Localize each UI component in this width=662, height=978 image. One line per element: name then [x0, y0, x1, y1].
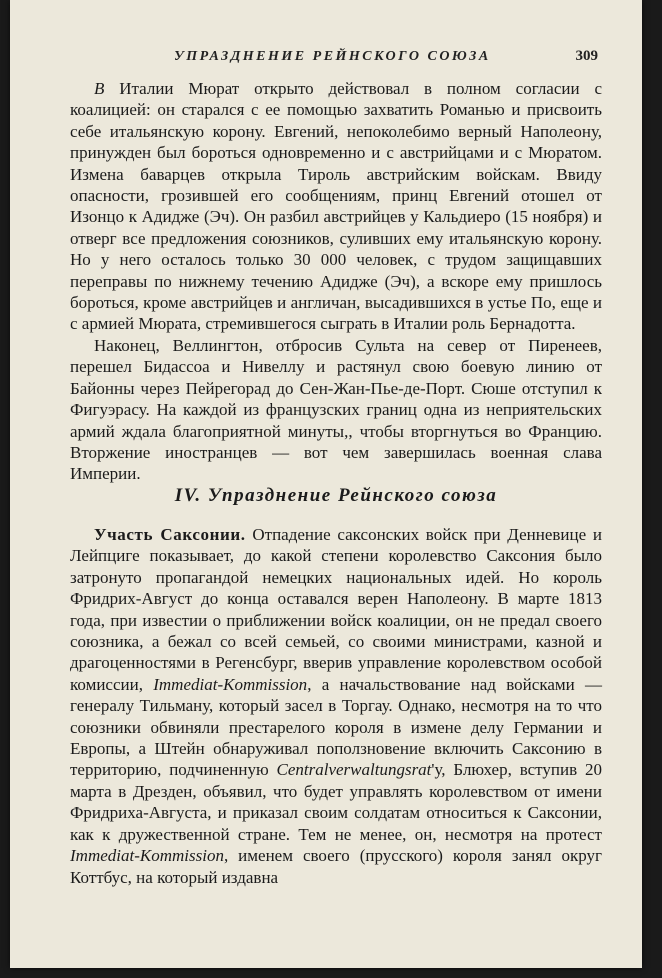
paragraph-text: , а начальствование над войсками — генералу Тильману, который засел в Торгау. Однако, несмотря на то что союзники обвиняли престарелого короля в измене делу Германии и Европы, а Штейн обнаруживал поползновение включить Саксонию в территорию, подчиненную — [70, 674, 602, 780]
paragraph-text: 'у, Блюхер, вступив 20 марта в Дрезден, объявил, что будет управлять королевством от имени Фридриха-Августа, и приказал своим солдатам относиться к Саксонии, как к дружественной стране. Тем не менее, он, несмотря на протест — [70, 760, 602, 844]
body-text-top — [70, 78, 602, 485]
paragraph-body: Италии Мюрат открыто действовал в полном согласии с коалицией: он старался с ее помощью захватить Романью и присвоить себе итальянскую корону. Евгений, непоколебимо верный Наполеону, принужден был бороться одновременно и с австрийцами и с Мюратом. Измена баварцев открыла Тироль австрийским войскам. Ввиду опасности, грозившей его сообщениям, принц Евгений отошел от Изонцо к Адидже (Эч). Он разбил австрийцев у Кальдиеро (15 ноября) и отверг все предложения союзников, суливших ему итальянскую корону. Но у него осталось только 30 000 человек, с трудом защищавших переправы по нижнему течению Адидже (Эч), а вскоре ему пришлось бороться, кроме австрийцев и англичан, высадившихся в устье По, еще и с армией Мюрата, стремившегося сыграть в Италии роль Бернадотта. — [70, 79, 602, 334]
paragraph-lead-letter: В — [94, 79, 105, 98]
section-heading: IV. Упразднение Рейнского союза — [174, 485, 498, 506]
foreign-term: Immediat-Kommission — [153, 674, 308, 694]
page-number: 309 — [575, 48, 598, 64]
paragraph-saxony — [70, 524, 602, 888]
running-title: УПРАЗДНЕНИЕ РЕЙНСКОГО СОЮЗА — [174, 49, 491, 64]
body-text-bottom — [70, 524, 602, 888]
paragraph-text: Отпадение саксонских войск при Денневице и Лейпциге показывает, до какой степени королевство Саксония было затронуто пропагандой немецких национальных идей. Но король Фридрих-Август до конца оставался верен Наполеону. В марте 1813 года, при известии о приближении войск коалиции, он не предал своего союзника, а бежал со всей семьей, со своими министрами, казной и драгоценностями в Регенсбург, вверив управление королевством особой комиссии, — [70, 525, 602, 694]
paragraph-text: , именем своего (прусского) короля занял округ Коттбус, на который издавна — [70, 846, 602, 887]
foreign-term: Immediat-Kommission — [70, 846, 224, 866]
book-page — [10, 0, 642, 968]
foreign-term: Centralverwaltungsrat — [276, 760, 432, 780]
paragraph-run-in-heading: Участь Саксонии. — [94, 525, 246, 544]
paragraph-italy — [70, 78, 602, 335]
paragraph-wellington — [70, 335, 602, 485]
running-header — [70, 48, 598, 65]
paragraph-body: Наконец, Веллингтон, отбросив Сульта на север от Пиренеев, перешел Бидассоа и Нивеллу и растянул свою боевую линию от Байонны через Пейрегорад до Сен-Жан-Пье-де-Порт. Сюше отступил к Фигуэрасу. На каждой из французских границ одна из неприятельских армий ждала благоприятной минуты,, чтобы вторгнуться во Францию. Вторжение иностранцев — вот чем завершилась военная слава Империи. — [70, 335, 602, 484]
